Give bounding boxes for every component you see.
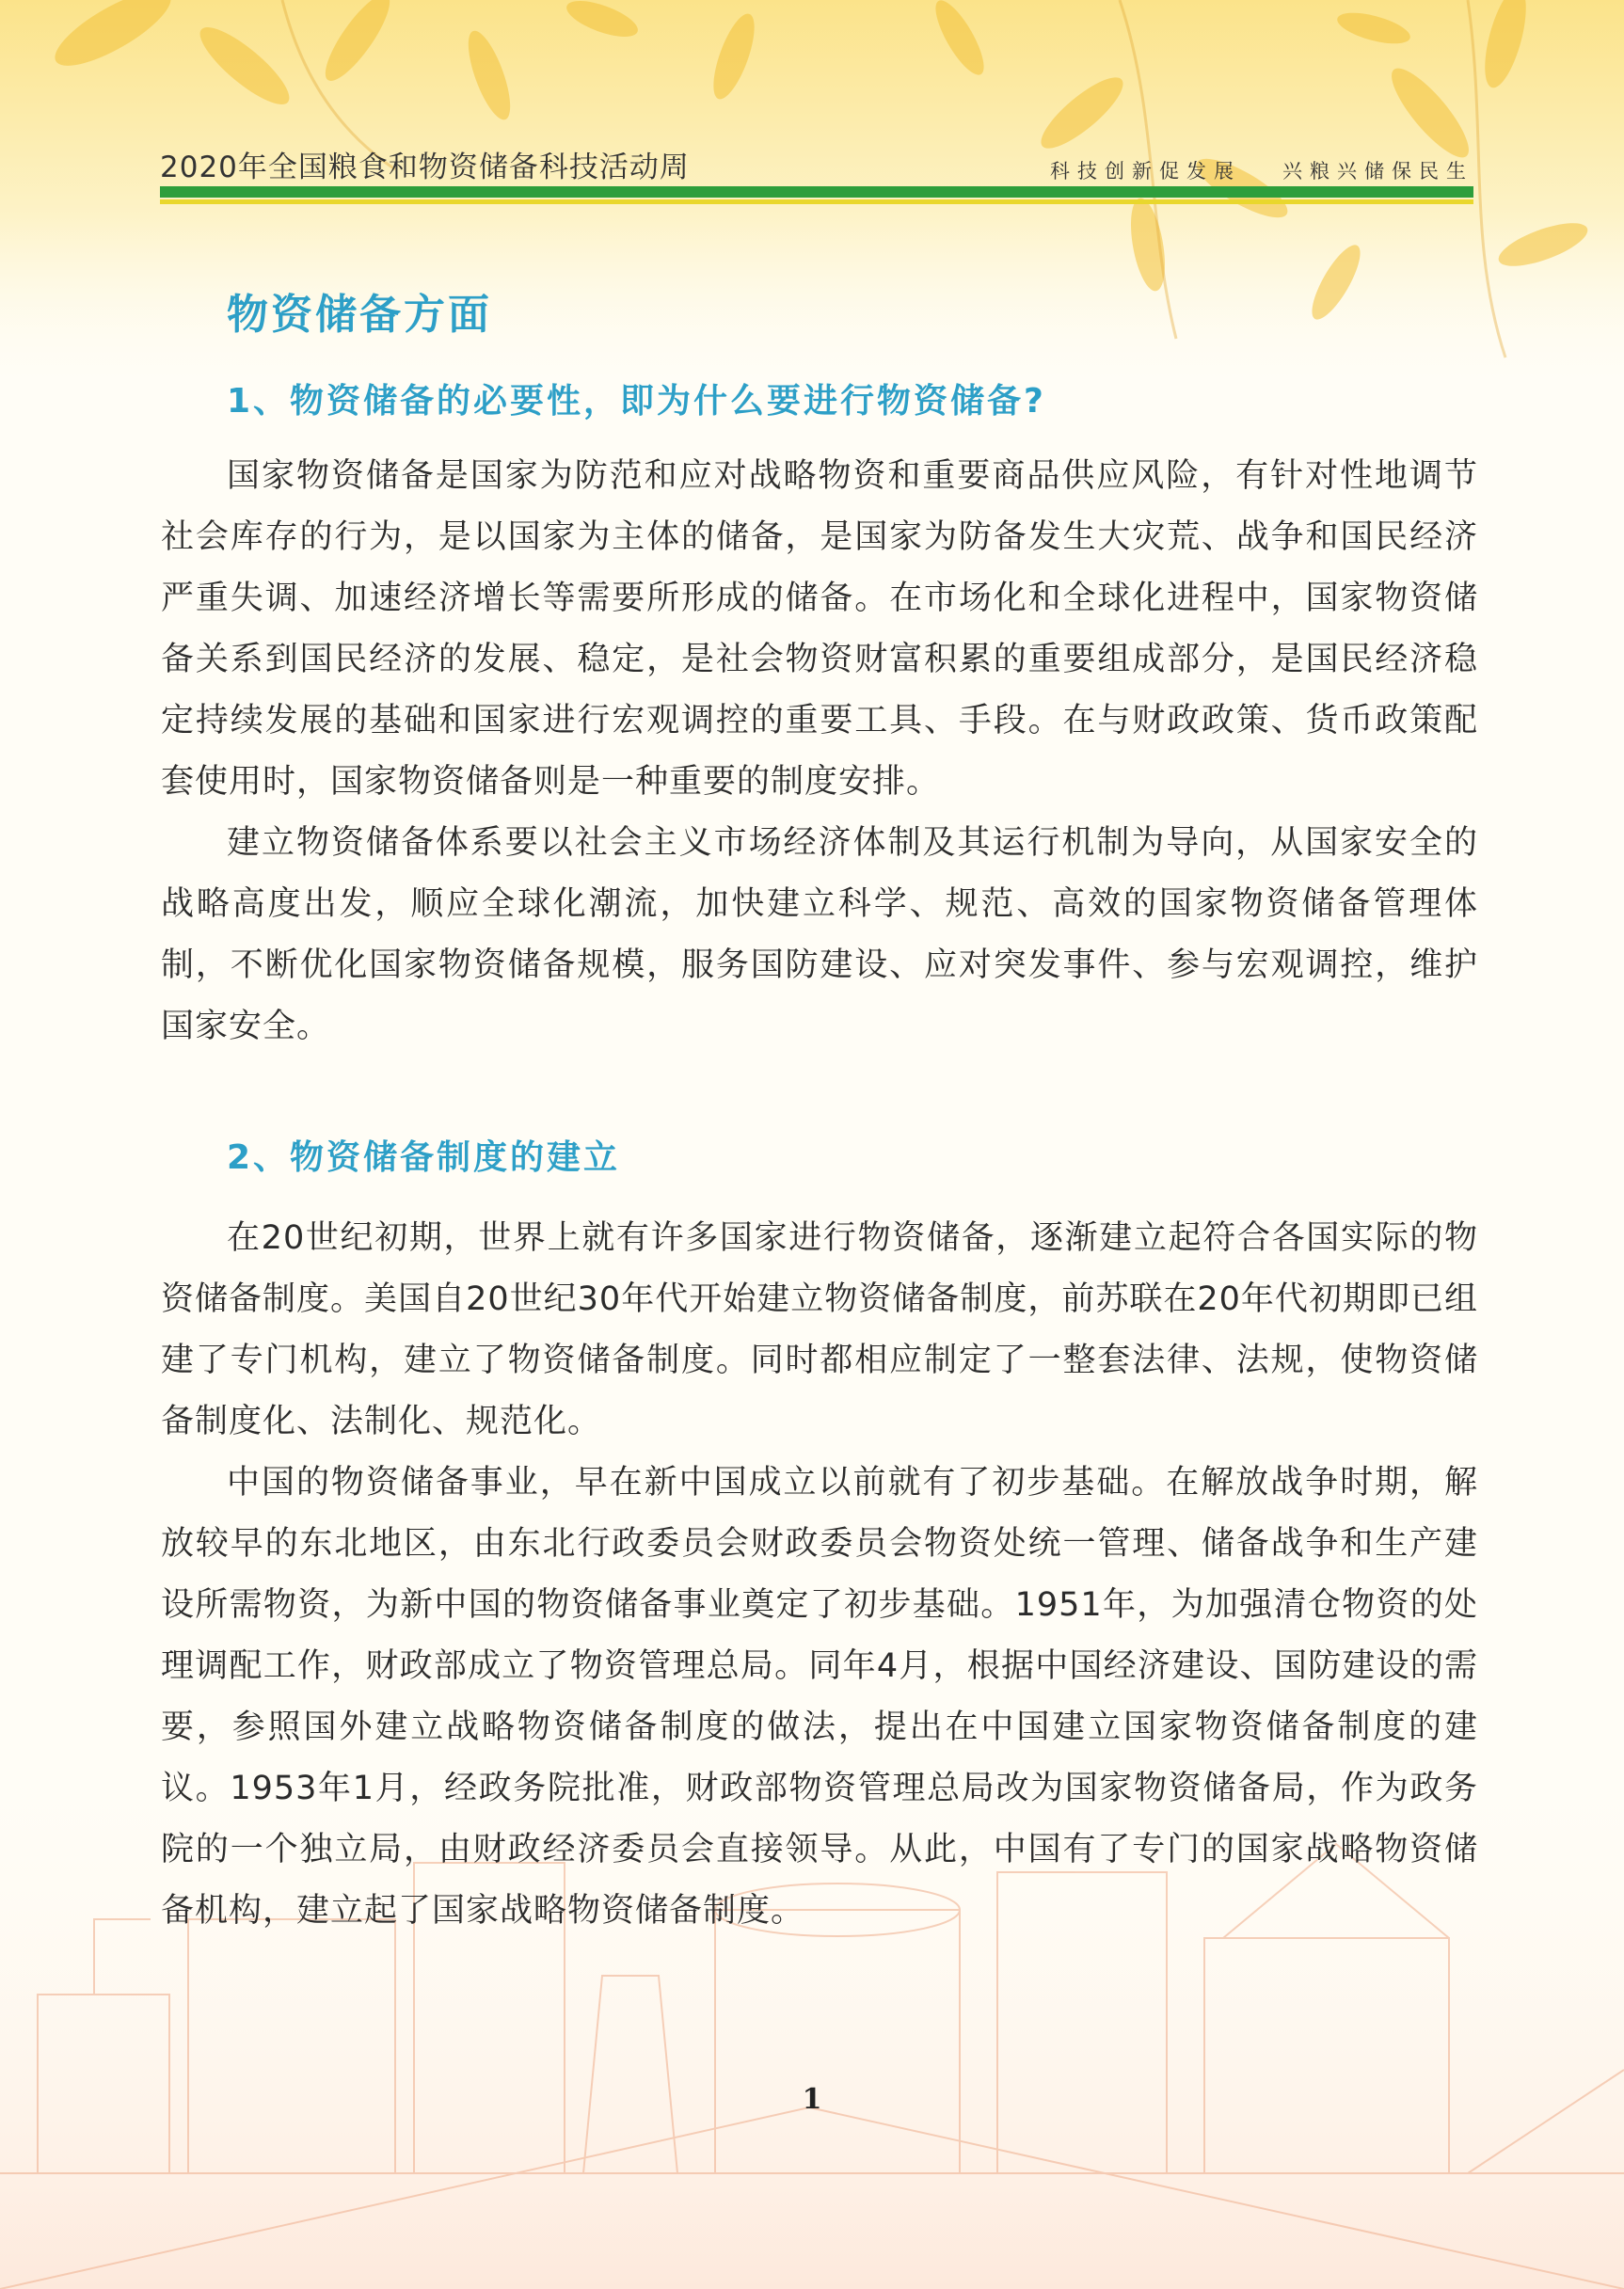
page-number: 1 <box>802 2083 822 2116</box>
paragraph: 建立物资储备体系要以社会主义市场经济体制及其运行机制为导向，从国家安全的战略高度出发，顺应全球化潮流，加快建立科学、规范、高效的国家物资储备管理体制，不断优化国家物资储备规模，服务国防建设、应对突发事件、参与宏观调控，维护国家安全。 <box>161 824 1478 1045</box>
question-2-heading: 2、物资储备制度的建立 <box>227 1138 621 1177</box>
question-2-body <box>161 1208 1478 1942</box>
question-1-body <box>161 446 1478 1057</box>
header-divider-yellow <box>160 199 1473 204</box>
header-title: 2020年全国粮食和物资储备科技活动周 <box>160 151 690 184</box>
section-title: 物资储备方面 <box>227 291 492 339</box>
header-divider-green <box>160 186 1473 198</box>
paragraph: 在20世纪初期，世界上就有许多国家进行物资储备，逐渐建立起符合各国实际的物资储备制度。美国自20世纪30年代开始建立物资储备制度，前苏联在20年代初期即已组建了专门机构，建立了物资储备制度。同时都相应制定了一整套法律、法规，使物资储备制度化、法制化、规范化。 <box>161 1219 1478 1440</box>
paragraph: 中国的物资储备事业，早在新中国成立以前就有了初步基础。在解放战争时期，解放较早的东北地区，由东北行政委员会财政委员会物资处统一管理、储备战争和生产建设所需物资，为新中国的物资储备事业奠定了初步基础。1951年，为加强清仓物资的处理调配工作，财政部成立了物资管理总局。同年4月，根据中国经济建设、国防建设的需要，参照国外建立战略物资储备制度的做法，提出在中国建立国家物资储备制度的建议。1953年1月，经政务院批准，财政部物资管理总局改为国家物资储备局，作为政务院的一个独立局，由财政经济委员会直接领导。从此，中国有了专门的国家战略物资储备机构，建立起了国家战略物资储备制度。 <box>161 1464 1478 1930</box>
header-slogan: 科技创新促发展 兴粮兴储保民生 <box>1049 160 1473 183</box>
paragraph: 国家物资储备是国家为防范和应对战略物资和重要商品供应风险，有针对性地调节社会库存的行为，是以国家为主体的储备，是国家为防备发生大灾荒、战争和国民经济严重失调、加速经济增长等需要所形成的储备。在市场化和全球化进程中，国家物资储备关系到国民经济的发展、稳定，是社会物资财富积累的重要组成部分，是国民经济稳定持续发展的基础和国家进行宏观调控的重要工具、手段。在与财政政策、货币政策配套使用时，国家物资储备则是一种重要的制度安排。 <box>161 457 1478 801</box>
question-1-heading: 1、物资储备的必要性，即为什么要进行物资储备? <box>227 382 1046 421</box>
